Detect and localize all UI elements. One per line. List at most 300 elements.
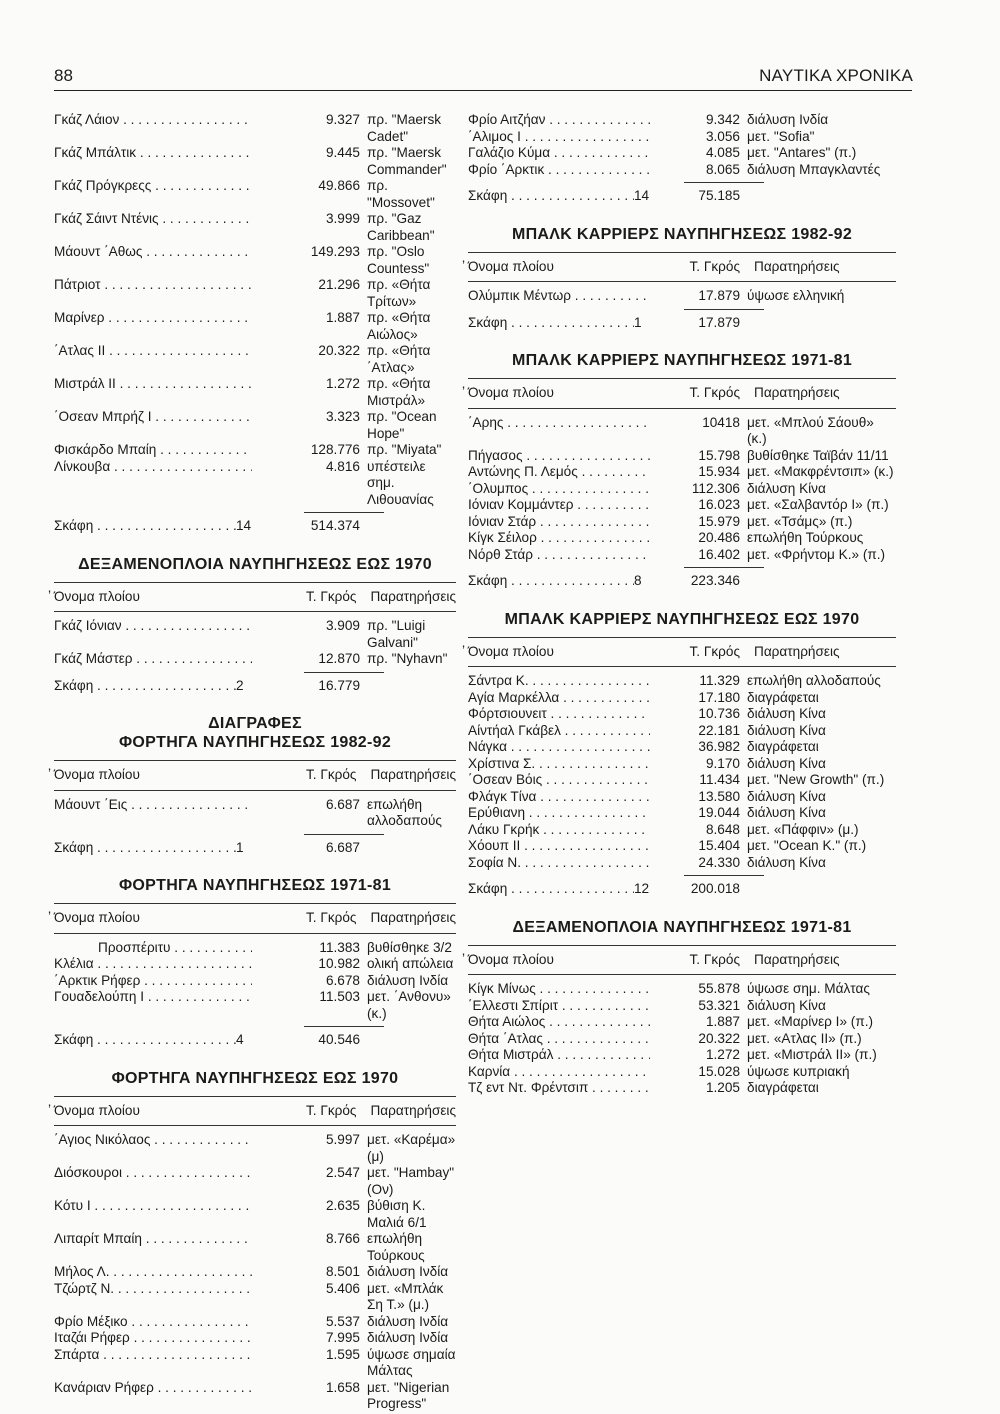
- gross-tonnage: 8.648: [705, 821, 740, 837]
- header-remarks: Παρατηρήσεις: [754, 643, 840, 659]
- section-cargo-to-1970: [54, 1069, 456, 1413]
- table-row: [468, 789, 896, 806]
- table-header: [468, 378, 896, 409]
- header-tonnage: Τ. Γκρός: [689, 643, 740, 659]
- vessel-name: Ιόνιαν Κομμάντερ . . .: [468, 497, 650, 514]
- header-tonnage: Τ. Γκρός: [305, 1102, 357, 1118]
- vessel-name: Γκάζ Μάστερ . . .: [54, 651, 252, 668]
- spacer: [468, 898, 896, 904]
- gross-tonnage: 15.404: [698, 838, 740, 853]
- vessel-name: Θήτα Αιώλος . . .: [468, 1014, 650, 1031]
- section-title: ΜΠΑΛΚ ΚΑΡΡΙΕΡΣ ΝΑΥΠΗΓΗΣΕΩΣ 1982-92: [511, 225, 853, 243]
- header-remarks: Παρατηρήσεις: [370, 588, 456, 604]
- remark: πρ. "Maersk Cadet": [367, 112, 442, 144]
- total-rule: [468, 305, 896, 315]
- total-label: Σκάφη . . .: [468, 573, 634, 590]
- table-row: [468, 481, 896, 498]
- vessel-name: Χρίστινα Σ. . . .: [468, 756, 650, 773]
- gross-tonnage: 5.537: [325, 1313, 360, 1329]
- table-row: [468, 1064, 896, 1081]
- table-row: [468, 822, 896, 839]
- vessel-name: Διόσκουροι . . .: [54, 1165, 252, 1182]
- total-line: [468, 573, 896, 590]
- header-tonnage: Τ. Γκρός: [305, 767, 357, 782]
- section-continued-right: [468, 112, 896, 178]
- vessel-name: Φλάγκ Τίνα . . .: [468, 789, 650, 806]
- remark: μετ. «Καρέμα» (μ): [367, 1132, 456, 1164]
- table-row: [54, 1347, 456, 1380]
- total-sum: 200.018: [690, 881, 740, 896]
- remark: ύψωσε κυπριακή: [747, 1063, 850, 1079]
- gross-tonnage: 6.687: [325, 796, 360, 812]
- remark: πρ. «Θήτα Μιστράλ»: [367, 376, 431, 408]
- remark: πρ. «Θήτα Αιώλος»: [367, 310, 431, 342]
- vessel-name: Μάουντ ΄Αθως . . .: [54, 244, 252, 261]
- vessel-name: Αγία Μαρκέλλα . . .: [468, 690, 650, 707]
- remark: μετ. «Μπλού Σάουθ» (κ.): [747, 414, 874, 446]
- vessel-name: Φρίο ΄Αρκτικ . . .: [468, 162, 650, 179]
- gross-tonnage: 1.595: [325, 1346, 360, 1362]
- total-label: Σκάφη . . .: [54, 678, 236, 695]
- vessel-name: Πήγασος . . .: [468, 448, 650, 465]
- gross-tonnage: 21.296: [318, 277, 360, 292]
- vessel-name: Ερύθιανη . . .: [468, 805, 650, 822]
- vessel-name: Κότυ Ι . . .: [54, 1198, 252, 1215]
- vessel-name: Γαλάζιο Κύμα . . .: [468, 145, 650, 162]
- total-label: Σκάφη . . .: [54, 1032, 236, 1049]
- gross-tonnage: 12.870: [318, 651, 360, 666]
- table-body: [468, 415, 896, 564]
- gross-tonnage: 20.322: [318, 343, 360, 358]
- vessel-name: Γουαδελούπη Ι . . .: [54, 989, 252, 1006]
- total-count: 4: [236, 1032, 244, 1047]
- total-count: 8: [634, 573, 642, 588]
- remark: πρ. "Nyhavn": [367, 651, 448, 666]
- table-row: [54, 1132, 456, 1165]
- vessel-name: Θήτα Μιστράλ . . .: [468, 1047, 650, 1064]
- table-row: [468, 1080, 896, 1097]
- vessel-name: Γκάζ Σάιντ Ντένις . . .: [54, 211, 252, 228]
- gross-tonnage: 3.999: [325, 211, 360, 226]
- vessel-name: Φόρτσιουνειτ . . .: [468, 706, 650, 723]
- vessel-name: Χόουπ ΙΙ . . .: [468, 838, 650, 855]
- table-row: [468, 288, 896, 305]
- table-row: [468, 805, 896, 822]
- gross-tonnage: 16.402: [698, 546, 740, 562]
- vessel-name: Κίγκ Σέιλορ . . .: [468, 530, 650, 547]
- total-rule: [54, 668, 456, 678]
- table-body: [54, 940, 456, 1023]
- table-row: [468, 145, 896, 162]
- gross-tonnage: 13.580: [698, 788, 740, 804]
- header-tonnage: Τ. Γκρός: [305, 588, 357, 604]
- gross-tonnage: 3.056: [705, 128, 740, 144]
- table-row: [468, 1014, 896, 1031]
- gross-tonnage: 53.321: [698, 997, 740, 1013]
- page-number: 88: [54, 66, 73, 85]
- remark: μετ. ΄Ανθονυ» (κ.): [367, 989, 451, 1021]
- section-total: [54, 1022, 456, 1055]
- vessel-name: Γκάζ Ιόνιαν . . .: [54, 618, 252, 635]
- gross-tonnage: 9.342: [705, 112, 740, 127]
- table-row: [54, 1281, 456, 1314]
- remark: πρ. «Θήτα ΄Ατλας»: [367, 343, 431, 375]
- section-bulk-1971-81: [468, 351, 896, 596]
- total-rule: [468, 178, 896, 188]
- remark: μετ. «Σαλβαντόρ Ι» (π.): [747, 497, 889, 512]
- gross-tonnage: 4.816: [325, 458, 360, 474]
- gross-tonnage: 11.329: [699, 673, 740, 688]
- remark: διάλυση Ινδία: [367, 1264, 449, 1279]
- header-remarks: Παρατηρήσεις: [370, 1102, 456, 1118]
- section-title: [54, 714, 456, 752]
- remark: διάλυση Κίνα: [747, 788, 826, 804]
- gross-tonnage: 10.982: [318, 956, 360, 971]
- table-header: [54, 760, 456, 791]
- table-header: [468, 252, 896, 283]
- table-row: [54, 956, 456, 973]
- gross-tonnage: 2.547: [325, 1165, 360, 1180]
- table-row: [468, 739, 896, 756]
- section-deletions-cargo-1982-92: [54, 714, 456, 862]
- spacer: [468, 205, 896, 211]
- gross-tonnage: 3.909: [325, 618, 360, 633]
- table-row: [54, 310, 456, 343]
- vessel-name: Γκάζ Λάιον . . .: [54, 112, 252, 129]
- remark: μετ. «Ατλας ΙΙ» (π.): [747, 1030, 862, 1046]
- vessel-name: Αντώνης Π. Λεμός . . .: [468, 464, 650, 481]
- gross-tonnage: 1.272: [325, 376, 360, 391]
- table-row: [468, 756, 896, 773]
- gross-tonnage: 19.044: [698, 805, 740, 820]
- vessel-name: Σάντρα Κ. . . .: [468, 673, 650, 690]
- remark: πρ. "Ocean Hope": [367, 409, 437, 441]
- table-row: [54, 343, 456, 376]
- total-rule: [468, 871, 896, 881]
- section-total: [54, 830, 456, 863]
- gross-tonnage: 11.503: [319, 989, 360, 1004]
- section-bulk-1982-92: [468, 225, 896, 338]
- remark: διαγράφεται: [747, 739, 819, 754]
- vessel-name: Γκάζ Μπάλτικ . . .: [54, 145, 252, 162]
- gross-tonnage: 17.879: [698, 288, 740, 303]
- remark: βυθίσθηκε 3/2: [367, 939, 452, 955]
- table-row: [54, 618, 456, 651]
- table-body: [468, 981, 896, 1097]
- header-remarks: Παρατηρήσεις: [370, 767, 456, 782]
- table-row: [468, 690, 896, 707]
- vessel-name: Κίγκ Μίνως . . .: [468, 981, 650, 998]
- vessel-name: ΄Οσεαν Μπρήζ Ι . . .: [54, 409, 252, 426]
- gross-tonnage: 7.995: [325, 1330, 360, 1345]
- section-total: [468, 871, 896, 904]
- header-name: ’ Όνομα πλοίου: [54, 1103, 291, 1120]
- spacer: [54, 1049, 456, 1055]
- remark: ύψωσε ελληνική: [747, 288, 845, 303]
- table-row: [54, 1165, 456, 1198]
- gross-tonnage: 1.887: [325, 310, 360, 325]
- gross-tonnage: 2.635: [325, 1198, 360, 1213]
- vessel-name: Σοφία Ν. . . .: [468, 855, 650, 872]
- spacer: [54, 856, 456, 862]
- remark: διάλυση Ινδία: [747, 112, 829, 127]
- total-sum: 6.687: [325, 839, 360, 855]
- spacer: [468, 331, 896, 337]
- section-cargo-1971-81: [54, 876, 456, 1055]
- table-row: [468, 464, 896, 481]
- vessel-name: Αίντήαλ Γκάβελ . . .: [468, 723, 650, 740]
- total-line: [54, 518, 456, 535]
- remark: μετ. «Μακφρέντσιπ» (κ.): [747, 464, 894, 479]
- vessel-name: Πάτριοτ . . .: [54, 277, 252, 294]
- remark: μετ. «Φρήντομ Κ.» (π.): [747, 546, 886, 562]
- header-remarks: Παρατηρήσεις: [370, 910, 456, 925]
- remark: μετ. «Πάφφιν» (μ.): [747, 821, 859, 837]
- total-line: [468, 315, 896, 332]
- section-tankers-to-1970: [54, 555, 456, 701]
- table-row: [468, 112, 896, 129]
- remark: πρ. "Luigi Galvani": [367, 618, 426, 650]
- header-name: ’ Όνομα πλοίου: [54, 767, 291, 784]
- gross-tonnage: 4.085: [705, 145, 740, 160]
- vessel-name: Ιόνιαν Στάρ . . .: [468, 514, 650, 531]
- total-rule: [54, 830, 456, 840]
- remark: διάλυση Κίνα: [747, 805, 826, 820]
- vessel-name: Ιταζάι Ρήφερ . . .: [54, 1330, 252, 1347]
- section-total: [468, 305, 896, 338]
- running-head: ΝΑΥΤΙΚΑ ΧΡΟΝΙΚΑ: [759, 66, 913, 85]
- remark: μετ. «Μαρίνερ Ι» (π.): [747, 1014, 874, 1029]
- total-line: [468, 188, 896, 205]
- remark: μετ. "Ocean K." (π.): [747, 838, 867, 853]
- gross-tonnage: 17.180: [698, 689, 740, 705]
- vessel-name: Νόρθ Στάρ . . .: [468, 547, 650, 564]
- section-total-s6: [468, 178, 896, 211]
- vessel-name: Μιστράλ ΙΙ . . .: [54, 376, 252, 393]
- section-title: ΜΠΑΛΚ ΚΑΡΡΙΕΡΣ ΝΑΥΠΗΓΗΣΕΩΣ ΕΩΣ 1970: [504, 610, 860, 628]
- section-total: [54, 668, 456, 701]
- vessel-name: Καρνία . . .: [468, 1064, 650, 1081]
- total-label: Σκάφη . . .: [468, 315, 634, 332]
- total-count: 14: [634, 188, 650, 203]
- remark: διάλυση Κίνα: [747, 480, 826, 496]
- total-rule: [54, 1022, 456, 1032]
- remark: πρ. "Miyata": [367, 442, 442, 457]
- total-sum: 40.546: [318, 1032, 360, 1047]
- gross-tonnage: 11.434: [699, 772, 740, 787]
- vessel-name: Νάγκα . . .: [468, 739, 650, 756]
- table-row: [468, 514, 896, 531]
- table-row: [54, 1231, 456, 1264]
- gross-tonnage: 9.327: [325, 112, 360, 127]
- right-column: [468, 112, 896, 1097]
- gross-tonnage: 1.887: [705, 1014, 740, 1029]
- total-sum: 75.185: [698, 188, 740, 203]
- table-row: [468, 855, 896, 872]
- vessel-name: ΄Αγιος Νικόλαος . . .: [54, 1132, 252, 1149]
- gross-tonnage: 5.997: [325, 1132, 360, 1147]
- vessel-name: ΄Ελλεστι Σπίριτ . . .: [468, 998, 650, 1015]
- table-row: [54, 989, 456, 1022]
- table-row: [468, 129, 896, 146]
- remark: ύψωσε σημαία Μάλτας: [367, 1346, 456, 1378]
- section-bulk-to-1970: [468, 610, 896, 904]
- vessel-name: Μήλος Λ. . . .: [54, 1264, 252, 1281]
- header-rule: [54, 90, 912, 91]
- total-count: 12: [634, 881, 650, 896]
- remark: ύψωσε σημ. Μάλτας: [747, 981, 870, 996]
- table-body: [54, 1132, 456, 1413]
- remark: ολική απώλεια: [367, 956, 454, 971]
- vessel-name: Προσπέριτυ . . .: [54, 940, 252, 957]
- vessel-name: Μάουντ ΄Εις . . .: [54, 797, 252, 814]
- remark: επωλήθη αλλοδαπούς: [367, 796, 442, 828]
- left-column: [54, 112, 456, 1413]
- table-body: [54, 797, 456, 830]
- gross-tonnage: 55.878: [698, 981, 740, 996]
- section-continued-left: [54, 112, 456, 508]
- header-remarks: Παρατηρήσεις: [754, 385, 840, 400]
- gross-tonnage: 149.293: [310, 244, 360, 259]
- total-count: 2: [236, 677, 244, 693]
- remark: επωλήθη Τούρκους: [367, 1231, 425, 1263]
- gross-tonnage: 8.501: [325, 1264, 360, 1279]
- remark: πρ. "Oslo Countess": [367, 244, 430, 276]
- table-row: [54, 178, 456, 211]
- table-header: [468, 637, 896, 668]
- gross-tonnage: 3.323: [325, 409, 360, 424]
- section-total-s1: [54, 508, 456, 541]
- remark: μετ. «Τσάμς» (π.): [747, 513, 853, 529]
- remark: πρ. "Mossovet": [367, 178, 435, 210]
- gross-tonnage: 22.181: [698, 722, 740, 738]
- vessel-name: ΄Αρης . . .: [468, 415, 650, 432]
- section-title-line2: ΦΟΡΤΗΓΑ ΝΑΥΠΗΓΗΣΕΩΣ 1982-92: [118, 734, 392, 751]
- table-row: [54, 1380, 456, 1413]
- remark: μετ. "Nigerian Progress": [367, 1379, 450, 1411]
- section-title-line1: ΔΙΑΓΡΑΦΕΣ: [208, 715, 302, 732]
- total-label: Σκάφη . . .: [54, 840, 236, 857]
- total-line: [54, 678, 456, 695]
- gross-tonnage: 15.979: [698, 513, 740, 529]
- total-label: Σκάφη . . .: [54, 518, 236, 535]
- table-row: [468, 998, 896, 1015]
- remark: μετ. «Μιστράλ ΙΙ» (π.): [747, 1047, 877, 1062]
- table-row: [54, 1330, 456, 1347]
- vessel-name: Σπάρτα . . .: [54, 1347, 252, 1364]
- table-row: [468, 772, 896, 789]
- table-row: [54, 244, 456, 277]
- spacer: [468, 590, 896, 596]
- gross-tonnage: 10.736: [698, 706, 740, 721]
- header-name: ’ Όνομα πλοίου: [468, 259, 674, 276]
- table-header: [54, 1096, 456, 1127]
- table-row: [468, 723, 896, 740]
- table-row: [468, 706, 896, 723]
- header-name: ’ Όνομα πλοίου: [468, 385, 674, 402]
- header-name: ’ Όνομα πλοίου: [54, 589, 291, 606]
- table-row: [54, 442, 456, 459]
- remark: μετ. "Sofia": [747, 128, 815, 144]
- total-line: [54, 1032, 456, 1049]
- remark: διάλυση Κίνα: [747, 706, 826, 721]
- remark: διάλυση Ινδία: [367, 972, 449, 988]
- table-row: [468, 981, 896, 998]
- table-row: [54, 797, 456, 830]
- remark: υπέστειλε σημ. Λιθουανίας: [367, 458, 434, 507]
- table-row: [54, 940, 456, 957]
- section-tankers-1971-81: [468, 918, 896, 1097]
- remark: διαγράφεται: [747, 1080, 819, 1095]
- vessel-name: Μαρίνερ . . .: [54, 310, 252, 327]
- header-name: ’ Όνομα πλοίου: [468, 952, 674, 969]
- table-row: [468, 162, 896, 179]
- gross-tonnage: 20.486: [698, 530, 740, 545]
- table-row: [468, 530, 896, 547]
- table-row: [54, 145, 456, 178]
- remark: διάλυση Κίνα: [747, 755, 826, 771]
- table-row: [468, 1031, 896, 1048]
- section-title: ΦΟΡΤΗΓΑ ΝΑΥΠΗΓΗΣΕΩΣ 1971-81: [118, 877, 392, 894]
- table-row: [468, 1047, 896, 1064]
- vessel-name: Ολύμπικ Μέντωρ . . .: [468, 288, 650, 305]
- gross-tonnage: 9.170: [705, 755, 740, 771]
- spacer: [54, 535, 456, 541]
- table-row: [468, 415, 896, 448]
- gross-tonnage: 6.678: [325, 972, 360, 988]
- section-title: ΔΕΞΑΜΕΝΟΠΛΟΙΑ ΝΑΥΠΗΓΗΣΕΩΣ 1971-81: [512, 918, 852, 936]
- gross-tonnage: 10418: [702, 414, 740, 430]
- remark: πρ. "Gaz Caribbean": [367, 211, 435, 243]
- table-row: [54, 211, 456, 244]
- header-remarks: Παρατηρήσεις: [754, 951, 840, 967]
- gross-tonnage: 49.866: [318, 178, 360, 193]
- table-row: [54, 1314, 456, 1331]
- table-row: [54, 651, 456, 668]
- table-row: [468, 673, 896, 690]
- remark: διάλυση Ινδία: [367, 1330, 449, 1345]
- vessel-name: ΄Οσεαν Βόις . . .: [468, 772, 650, 789]
- header-name: ’ Όνομα πλοίου: [468, 644, 674, 661]
- gross-tonnage: 36.982: [698, 739, 740, 754]
- table-row: [54, 459, 456, 509]
- header-tonnage: Τ. Γκρός: [305, 910, 357, 925]
- remark: μετ. "Hambay" (Ον): [367, 1165, 455, 1197]
- vessel-name: Κλέλια . . .: [54, 956, 252, 973]
- total-sum: 16.779: [318, 677, 360, 693]
- gross-tonnage: 1.205: [705, 1080, 740, 1095]
- table-row: [468, 547, 896, 564]
- gross-tonnage: 11.383: [319, 939, 360, 955]
- gross-tonnage: 8.065: [705, 161, 740, 177]
- vessel-name: Τζώρτζ Ν. . . .: [54, 1281, 252, 1298]
- table-header: [468, 945, 896, 976]
- table-header: [54, 903, 456, 934]
- total-count: 1: [236, 839, 244, 855]
- header-tonnage: Τ. Γκρός: [689, 258, 740, 274]
- vessel-name: Φρίο Μέξικο . . .: [54, 1314, 252, 1331]
- gross-tonnage: 1.658: [325, 1379, 360, 1395]
- header-remarks: Παρατηρήσεις: [754, 258, 840, 274]
- remark: διάλυση Ινδία: [367, 1313, 449, 1329]
- remark: μετ. "New Growth" (π.): [747, 772, 885, 787]
- gross-tonnage: 15.934: [698, 464, 740, 479]
- remark: πρ. «Θήτα Τρίτων»: [367, 277, 431, 309]
- section-title: ΦΟΡΤΗΓΑ ΝΑΥΠΗΓΗΣΕΩΣ ΕΩΣ 1970: [111, 1069, 399, 1087]
- spacer: [54, 694, 456, 700]
- table-header: [54, 582, 456, 613]
- table-row: [468, 838, 896, 855]
